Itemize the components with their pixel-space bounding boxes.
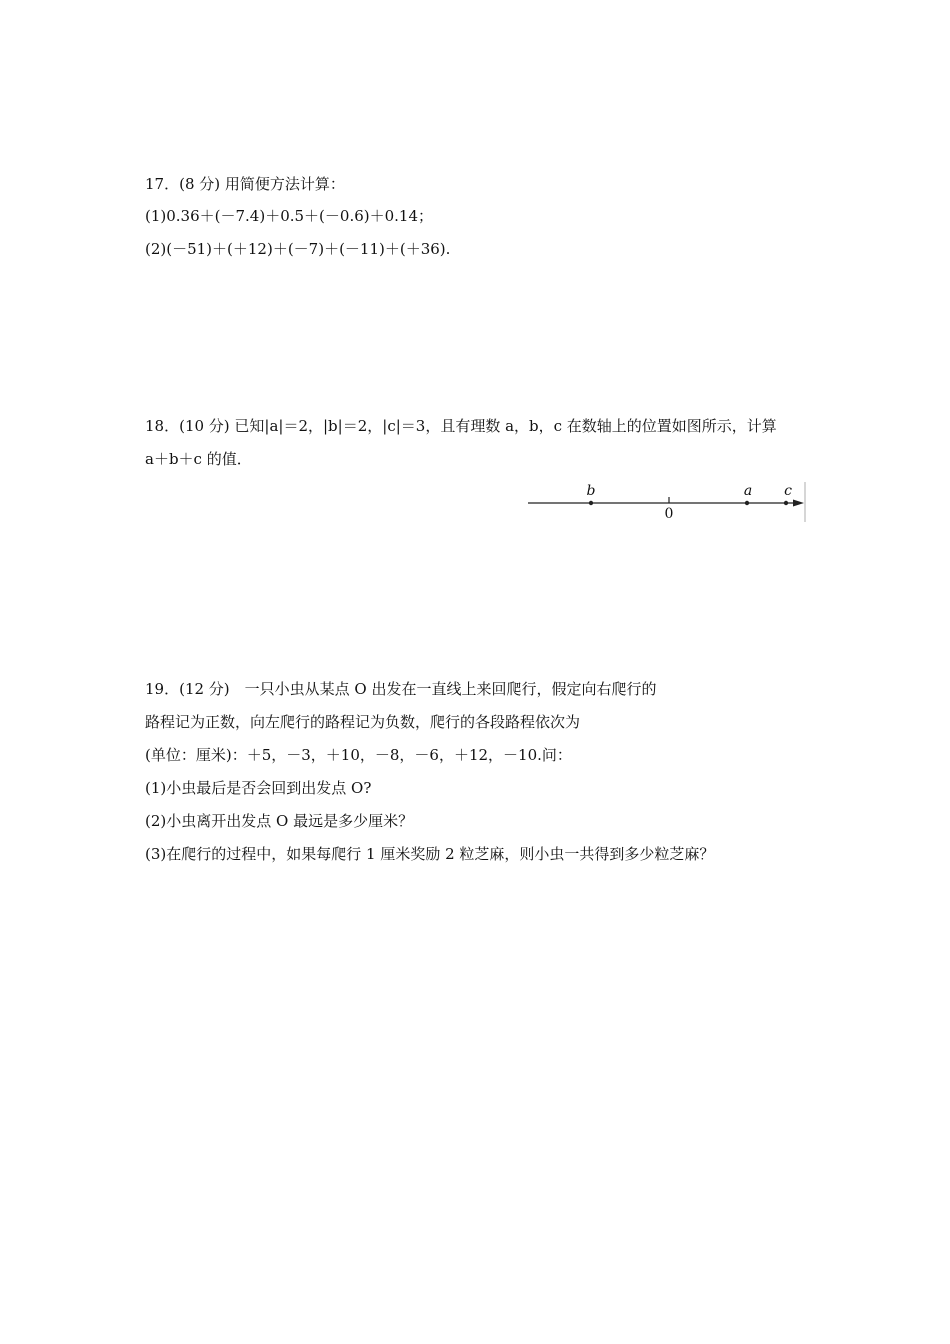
point-c (784, 501, 788, 505)
q17-part2: (2)(－51)＋(＋12)＋(－7)＋(－11)＋(＋36). (145, 240, 451, 258)
label-a: a (743, 483, 753, 499)
number-line-svg (520, 478, 810, 524)
q19-line1: 19．(12 分) 一只小虫从某点 O 出发在一直线上来回爬行，假定向右爬行的 (145, 680, 657, 698)
point-a (745, 501, 749, 505)
q19-line2: 路程记为正数，向左爬行的路程记为负数，爬行的各段路程依次为 (145, 713, 581, 731)
number-line-arrow-icon (793, 500, 804, 507)
q18-line1: 18．(10 分) 已知|a|＝2，|b|＝2，|c|＝3，且有理数 a，b，c 在数轴上的位置如图所示，计算 (145, 417, 777, 435)
q19-sub1: (1)小虫最后是否会回到出发点 O? (145, 779, 372, 797)
label-b: b (586, 483, 596, 499)
q19-line3: (单位：厘米)：＋5，－3，＋10，－8，－6，＋12，－10.问： (145, 746, 572, 764)
q19-sub3: (3)在爬行的过程中，如果每爬行 1 厘米奖励 2 粒芝麻，则小虫一共得到多少粒芝麻？ (145, 845, 715, 863)
label-zero: 0 (664, 506, 674, 522)
q17-part1: (1)0.36＋(－7.4)＋0.5＋(－0.6)＋0.14； (145, 207, 434, 225)
label-c: c (784, 483, 792, 499)
q19-sub2: (2)小虫离开出发点 O 最远是多少厘米？ (145, 812, 414, 830)
point-b (589, 501, 593, 505)
q18-line2: a＋b＋c 的值． (145, 450, 252, 468)
number-line-figure (520, 478, 810, 524)
q17-header: 17．(8 分) 用简便方法计算： (145, 175, 345, 193)
